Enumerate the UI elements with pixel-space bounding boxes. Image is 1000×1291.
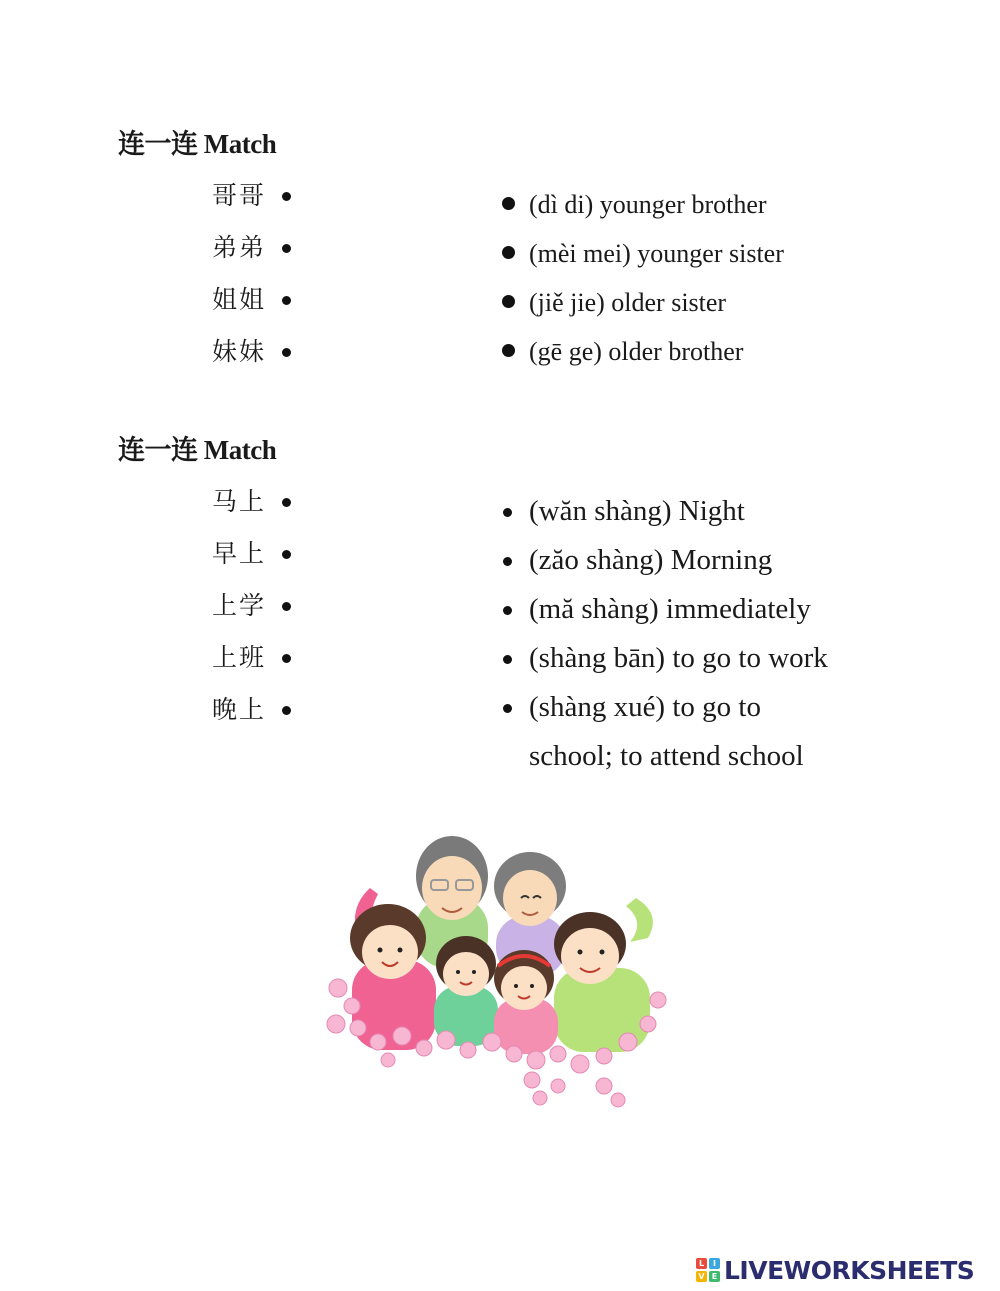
mark-letter: L [696,1258,707,1269]
liveworksheets-mark-icon [696,1258,720,1282]
liveworksheets-logo[interactable] [696,1255,974,1285]
right-connector-dot[interactable] [502,246,515,259]
left-connector-dot[interactable] [282,296,291,305]
match-right-item: (mèi mei) younger sister [529,239,784,268]
family-illustration [318,828,678,1118]
mark-letter: V [696,1271,707,1282]
left-item-text: 弟弟 [212,233,267,262]
match-left-item[interactable] [212,339,266,364]
left-connector-dot[interactable] [282,348,291,357]
right-connector-dot[interactable] [503,704,512,713]
match-right-item: (gē ge) older brother [529,337,744,366]
left-connector-dot[interactable] [282,654,291,663]
right-connector-dot[interactable] [503,557,512,566]
left-connector-dot[interactable] [282,192,291,201]
left-connector-dot[interactable] [282,550,291,559]
left-item-text: 早上 [212,539,267,568]
match-left-item[interactable] [212,593,266,618]
section-2-heading: 连一连 Match [118,435,277,465]
match-left-item[interactable] [212,183,266,208]
right-connector-dot[interactable] [503,508,512,517]
mark-letter: I [709,1258,720,1269]
section-1-heading: 连一连 Match [118,129,277,159]
match-left-item[interactable] [212,287,266,312]
right-connector-dot[interactable] [503,655,512,664]
left-item-text: 哥哥 [212,181,267,210]
left-item-text: 上班 [212,643,267,672]
girl-figure [494,950,558,1054]
match-right-item: (mă shàng) immediately [529,593,811,625]
match-right-item: (wăn shàng) Night [529,495,745,527]
match-right-item: (shàng xué) to go to [529,691,761,723]
match-right-item: (shàng bān) to go to work [529,642,828,674]
left-item-text: 妹妹 [212,337,267,366]
mark-letter: E [709,1271,720,1282]
brand-name: LIVEWORKSHEETS [724,1255,975,1285]
match-left-item[interactable] [212,489,266,514]
left-connector-dot[interactable] [282,602,291,611]
boy-figure [434,936,498,1046]
left-item-text: 晚上 [212,695,267,724]
right-connector-dot[interactable] [502,295,515,308]
left-connector-dot[interactable] [282,706,291,715]
left-item-text: 马上 [212,487,267,516]
match-left-item[interactable] [212,697,266,722]
left-connector-dot[interactable] [282,498,291,507]
match-left-item[interactable] [212,235,266,260]
match-right-item: (dì di) younger brother [529,190,767,219]
father-figure [554,898,653,1052]
left-connector-dot[interactable] [282,244,291,253]
match-right-item: (zăo shàng) Morning [529,544,773,576]
left-item-text: 上学 [212,591,267,620]
right-connector-dot[interactable] [502,344,515,357]
right-connector-dot[interactable] [502,197,515,210]
right-connector-dot[interactable] [503,606,512,615]
match-right-item-continuation: school; to attend school [529,740,804,772]
match-right-item: (jiě jie) older sister [529,288,727,317]
left-item-text: 姐姐 [212,285,267,314]
match-left-item[interactable] [212,645,266,670]
match-left-item[interactable] [212,541,266,566]
